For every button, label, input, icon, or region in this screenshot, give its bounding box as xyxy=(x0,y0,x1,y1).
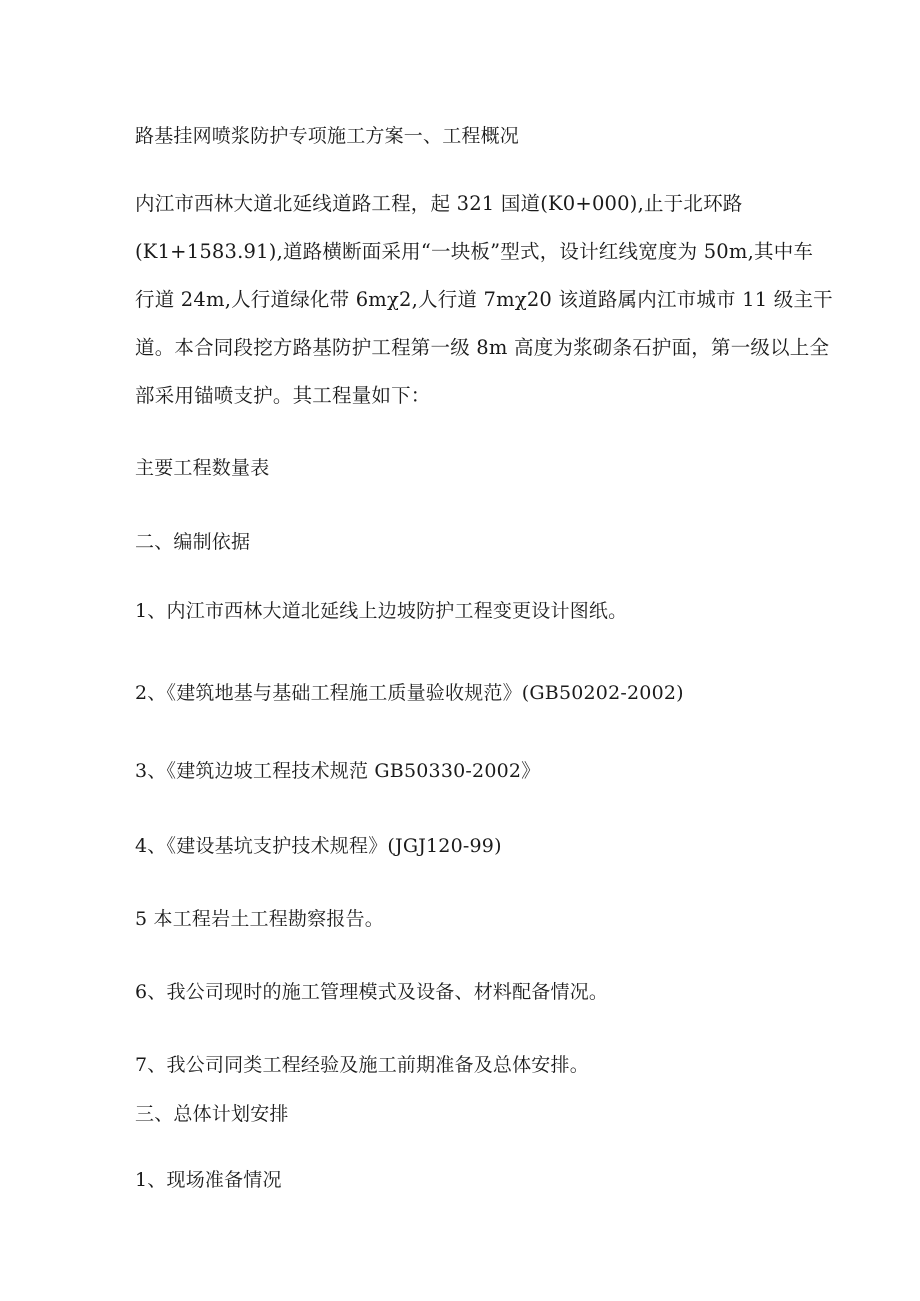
overview-line-1: 内江市西林大道北延线道路工程，起 321 国道(K0+000),止于北环路 xyxy=(135,192,743,215)
section-3-item-1: 1、现场准备情况 xyxy=(135,1169,282,1191)
overview-line-5: 部采用锚喷支护。其工程量如下： xyxy=(135,384,431,407)
basis-item-3: 3、《建筑边坡工程技术规范 GB50330-2002》 xyxy=(135,760,541,782)
section-3-heading: 三、总体计划安排 xyxy=(135,1103,289,1125)
table-caption: 主要工程数量表 xyxy=(135,457,270,479)
basis-item-7: 7、我公司同类工程经验及施工前期准备及总体安排。 xyxy=(135,1054,589,1076)
document-title: 路基挂网喷浆防护专项施工方案一、工程概况 xyxy=(135,125,520,147)
overview-line-4: 道。本合同段挖方路基防护工程第一级 8m 高度为浆砌条石护面，第一级以上全 xyxy=(135,336,830,359)
basis-item-5: 5 本工程岩土工程勘察报告。 xyxy=(135,908,384,930)
basis-item-4: 4、《建设基坑支护技术规程》(JGJ120-99) xyxy=(135,835,502,857)
overview-line-2: (K1+1583.91),道路横断面采用“一块板”型式，设计红线宽度为 50m,其中车 xyxy=(135,240,814,263)
basis-item-6: 6、我公司现时的施工管理模式及设备、材料配备情况。 xyxy=(135,981,609,1003)
section-2-heading: 二、编制依据 xyxy=(135,531,251,553)
basis-item-1: 1、内江市西林大道北延线上边坡防护工程变更设计图纸。 xyxy=(135,600,628,622)
overview-line-3: 行道 24m,人行道绿化带 6mχ2,人行道 7mχ20 该道路属内江市城市 11 级主干 xyxy=(135,288,833,311)
basis-item-2: 2、《建筑地基与基础工程施工质量验收规范》(GB50202-2002) xyxy=(135,682,684,704)
